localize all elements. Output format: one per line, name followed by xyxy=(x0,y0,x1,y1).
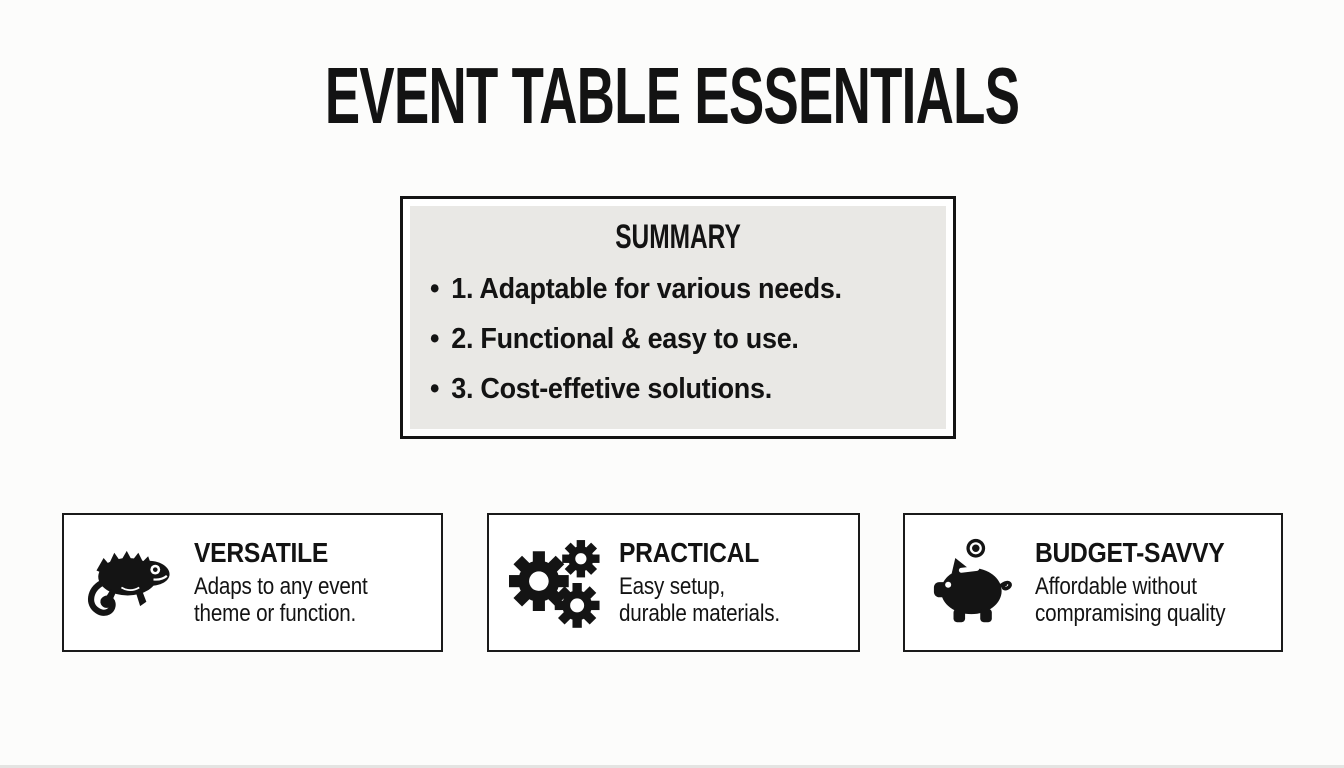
card-title: PRACTICAL xyxy=(619,536,759,568)
card-text-block xyxy=(194,538,396,627)
feature-card-versatile xyxy=(62,513,443,652)
summary-heading: SUMMARY xyxy=(615,218,741,256)
summary-item-text: 2. Functional & easy to use. xyxy=(451,323,799,355)
feature-card-practical xyxy=(487,513,860,652)
bullet-glyph: • xyxy=(430,323,440,355)
summary-panel-inner xyxy=(410,206,946,429)
gears-icon xyxy=(509,531,607,635)
piggy-bank-icon xyxy=(925,531,1023,635)
card-text-block xyxy=(619,538,806,627)
summary-item xyxy=(430,314,910,364)
card-text-block xyxy=(1035,538,1256,627)
summary-item xyxy=(430,264,910,314)
card-title: VERSATILE xyxy=(194,536,329,568)
card-description-line: theme or function. xyxy=(194,600,357,628)
summary-item-text: 3. Cost-effetive solutions. xyxy=(451,373,772,405)
summary-list xyxy=(430,264,946,414)
card-description-line: Affordable without xyxy=(1035,573,1197,601)
page-title: EVENT TABLE ESSENTIALS xyxy=(324,51,1020,140)
summary-item xyxy=(430,364,910,414)
bullet-glyph: • xyxy=(430,273,440,305)
feature-card-budget-savvy xyxy=(903,513,1283,652)
chameleon-icon xyxy=(84,531,182,635)
card-description-line: durable materials. xyxy=(619,600,780,628)
card-title: BUDGET-SAVVY xyxy=(1035,536,1225,568)
card-description-line: Adaps to any event xyxy=(194,573,368,601)
card-description-line: compramising quality xyxy=(1035,600,1226,628)
card-description-line: Easy setup, xyxy=(619,573,725,601)
summary-item-text: 1. Adaptable for various needs. xyxy=(451,273,842,305)
header xyxy=(0,51,1344,140)
summary-panel xyxy=(400,196,956,439)
bullet-glyph: • xyxy=(430,373,440,405)
